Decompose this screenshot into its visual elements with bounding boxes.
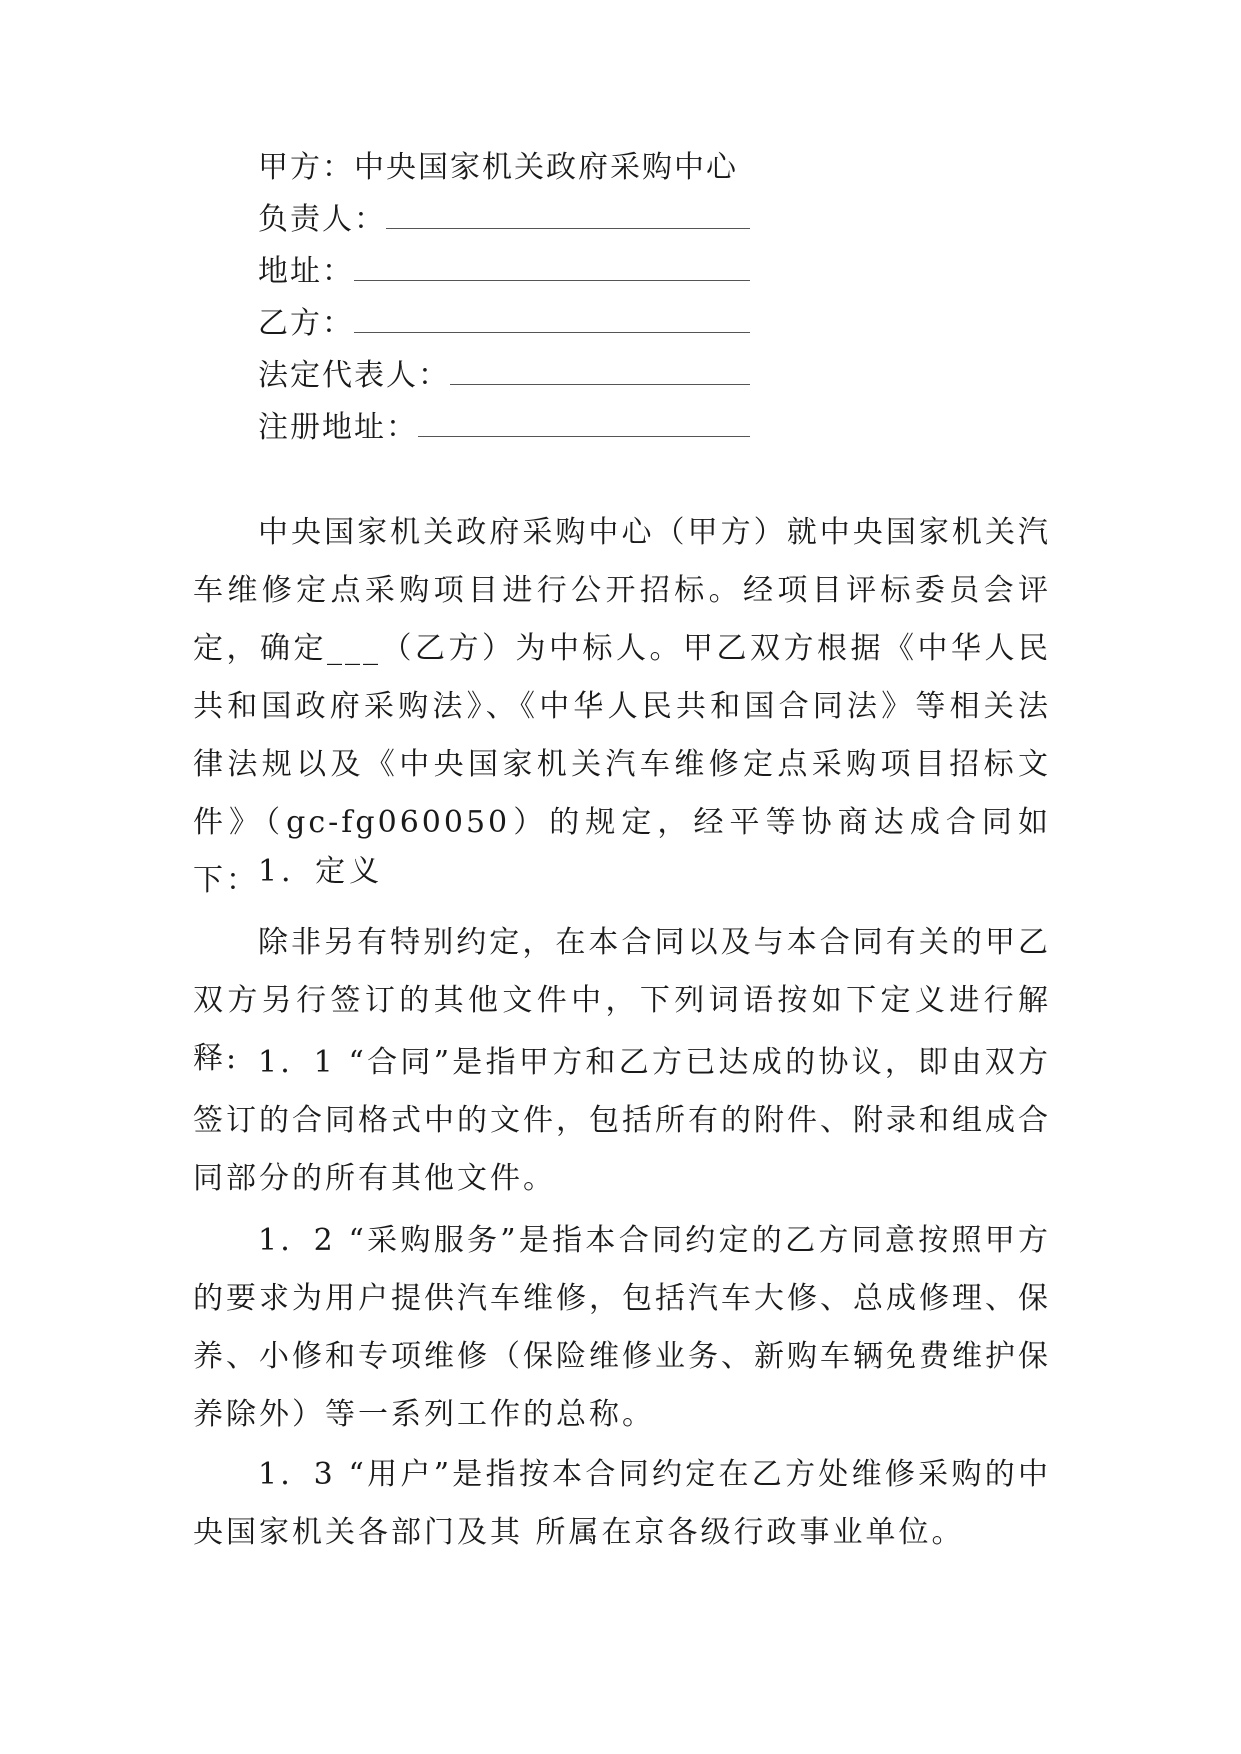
party-a-line [258,148,738,188]
section-1-heading: 1．定义 [258,854,384,889]
address-label: 地址： [258,254,354,289]
reg-address-line [258,408,750,448]
clause-1-3: 1．3 “用户”是指按本合同约定在乙方处维修采购的中央国家机关各部门及其 所属在京各级行政事业单位。 [193,1457,1051,1550]
reg-address-blank [418,410,750,437]
party-b-label: 乙方： [258,306,354,341]
section-1-intro: 除非另有特别约定，在本合同以及与本合同有关的甲乙双方另行签订的其他文件中，下列词语按如下定义进行解释: [193,925,1051,1076]
party-b-blank [354,306,750,333]
legal-rep-blank [450,358,750,385]
clause-1-1: 1．1 “合同”是指甲方和乙方已达成的协议，即由双方签订的合同格式中的文件，包括所有的附件、附录和组成合同部分的所有其他文件。 [193,1045,1051,1196]
address-line [258,252,750,292]
party-a-value: 中央国家机关政府采购中心 [354,150,738,185]
legal-rep-line [258,356,750,396]
clause-1-2: 1．2 “采购服务”是指本合同约定的乙方同意按照甲方的要求为用户提供汽车维修，包括汽车大修、总成修理、保养、小修和专项维修（保险维修业务、新购车辆免费维护保养除外）等一系列工作的总称。 [193,1223,1051,1432]
address-blank [354,254,750,281]
party-a-label: 甲方： [258,150,354,185]
responsible-blank [386,202,750,229]
party-b-line [258,304,750,344]
responsible-label: 负责人： [258,202,386,237]
responsible-line [258,200,750,240]
reg-address-label: 注册地址： [258,410,418,445]
intro-paragraph: 中央国家机关政府采购中心（甲方）就中央国家机关汽车维修定点采购项目进行公开招标。经项目评标委员会评定，确定___（乙方）为中标人。甲乙双方根据《中华人民共和国政府采购法》、《中华人民共和国合同法》等相关法律法规以及《中央国家机关汽车维修定点采购项目招标文件》（gc-fg060050）的规定，经平等协商达成合同如下： [193,515,1051,898]
legal-rep-label: 法定代表人： [258,358,450,393]
